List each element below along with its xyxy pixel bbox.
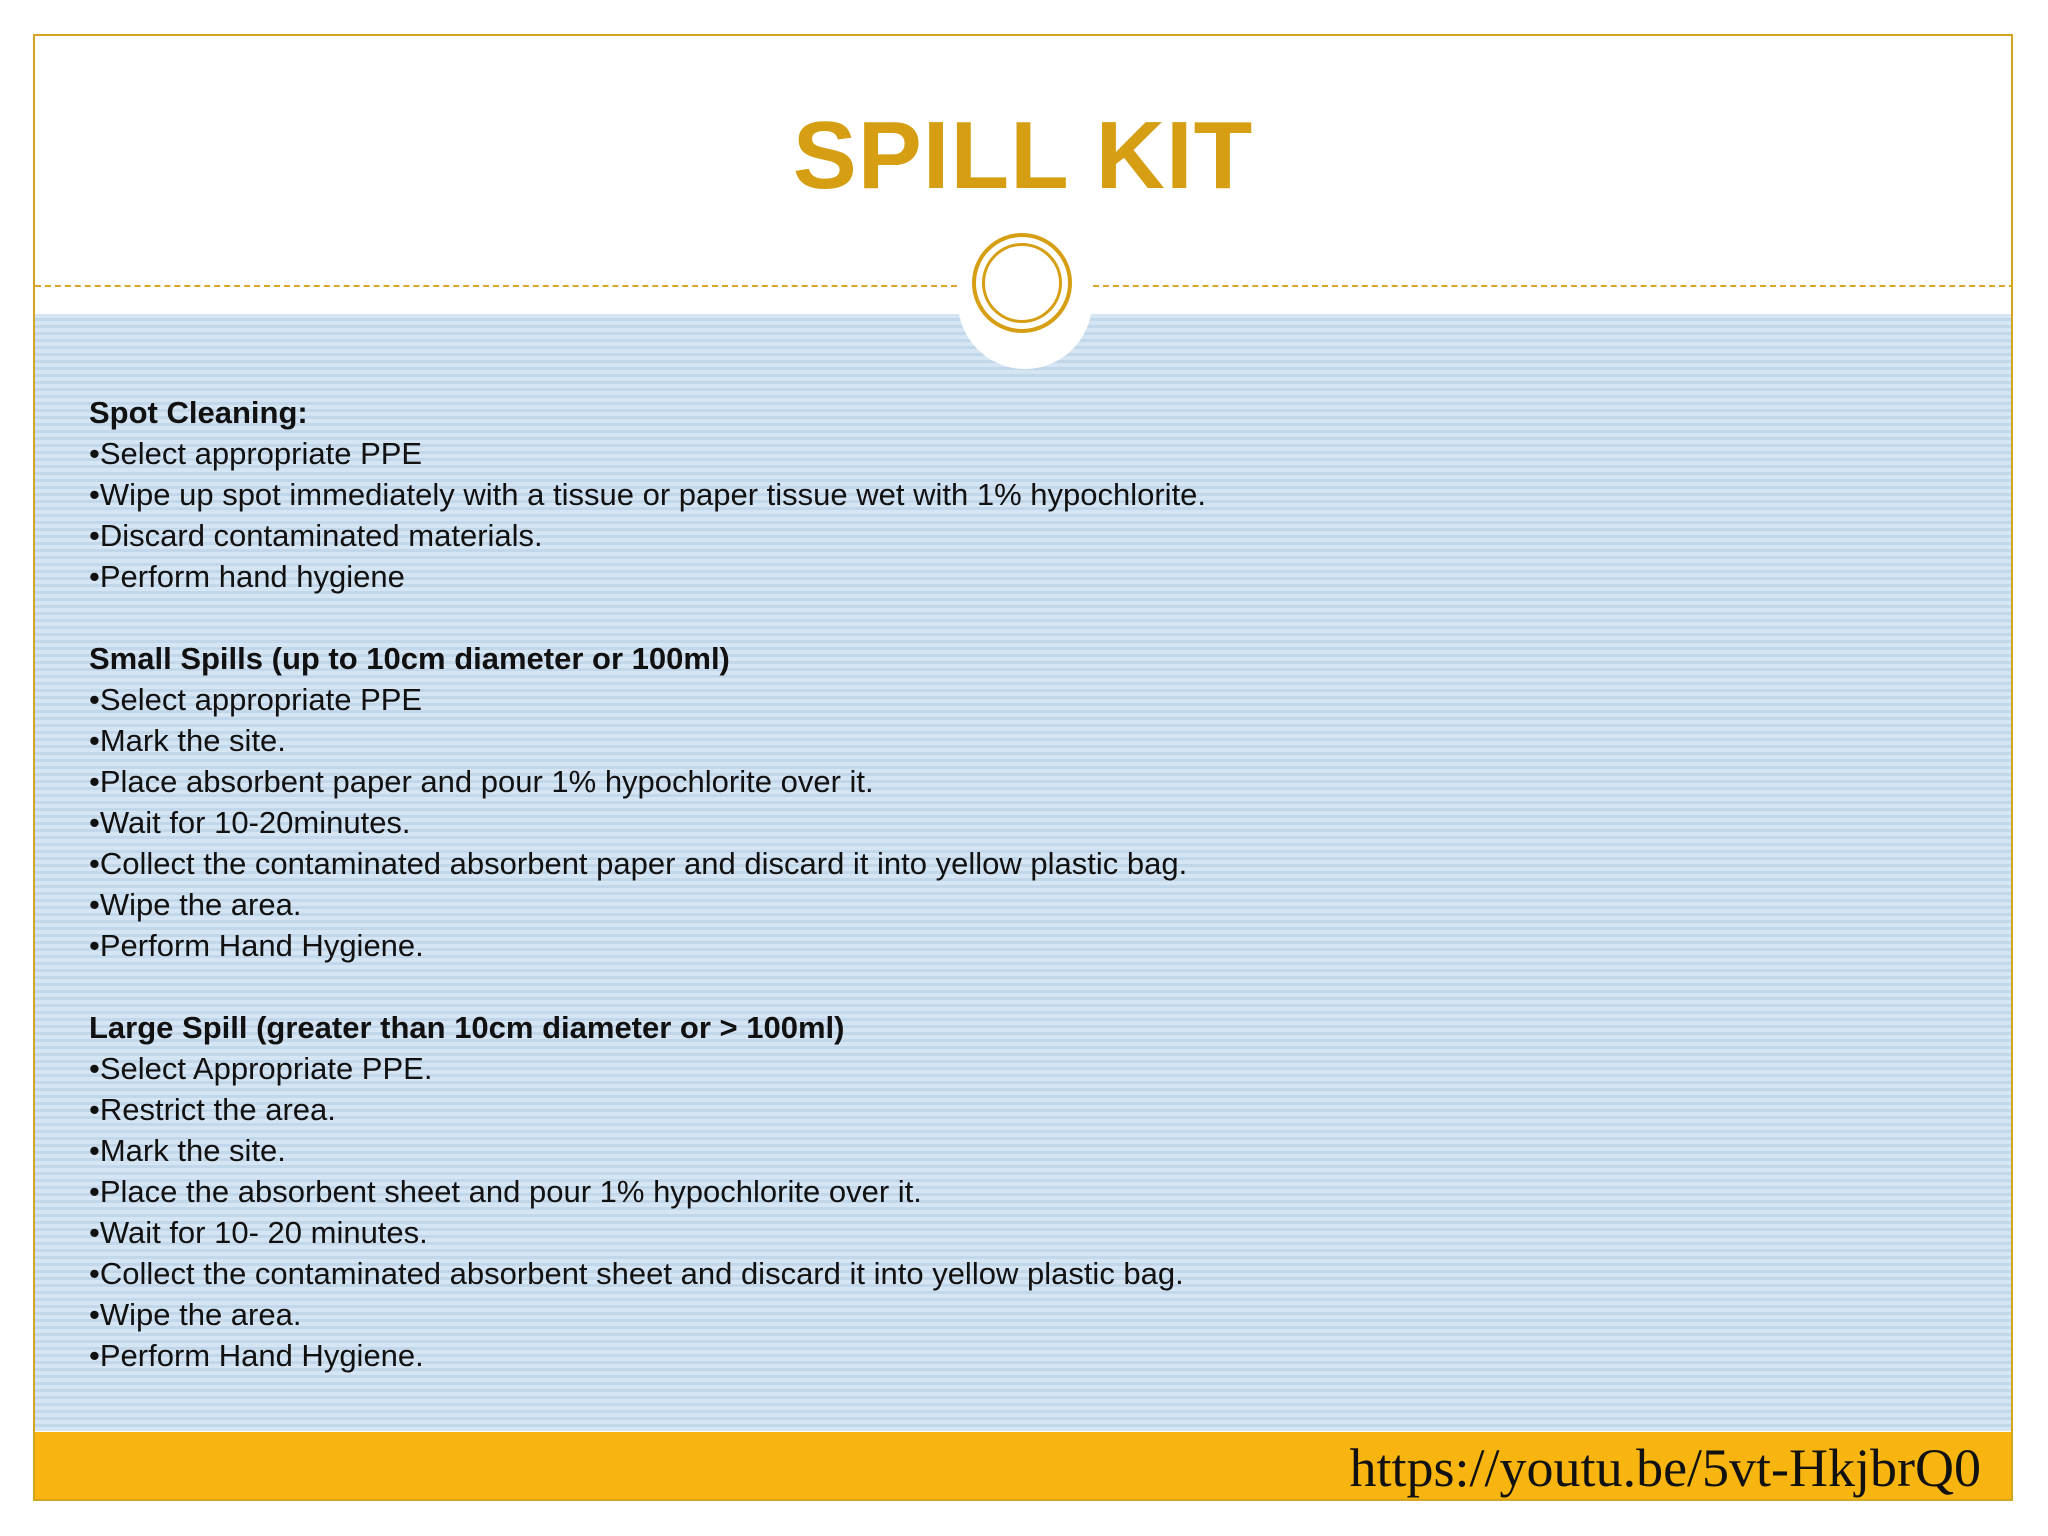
list-item: •Collect the contaminated absorbent paper and discard it into yellow plastic bag. [89,846,1188,881]
list-item: •Select appropriate PPE [89,682,423,717]
section-large-spill [89,1007,1206,1376]
list-item: •Discard contaminated materials. [89,518,543,553]
list-item: •Perform Hand Hygiene. [89,1338,424,1373]
list-item: •Wipe up spot immediately with a tissue or paper tissue wet with 1% hypochlorite. [89,477,1207,512]
section-heading: Spot Cleaning: [89,395,308,430]
slide [33,34,2013,1501]
list-item: •Select appropriate PPE [89,436,423,471]
list-item: •Collect the contaminated absorbent sheet and discard it into yellow plastic bag. [89,1256,1184,1291]
video-link[interactable]: https://youtu.be/5vt-HkjbrQ0 [1349,1438,1981,1498]
slide-title: SPILL KIT [792,102,1254,209]
list-item: •Mark the site. [89,723,286,758]
list-item: •Perform hand hygiene [89,559,405,594]
section-small-spills [89,638,1206,966]
list-item: •Wipe the area. [89,887,302,922]
section-heading: Small Spills (up to 10cm diameter or 100ml) [89,641,730,676]
title-divider-right [1093,285,2013,287]
list-item: •Select Appropriate PPE. [89,1051,433,1086]
list-item: •Mark the site. [89,1133,286,1168]
slide-body [89,392,1206,1417]
list-item: •Wait for 10-20minutes. [89,805,411,840]
circle-ornament-icon [972,233,1072,333]
list-item: •Perform Hand Hygiene. [89,928,424,963]
list-item: •Place absorbent paper and pour 1% hypochlorite over it. [89,764,874,799]
list-item: •Wipe the area. [89,1297,302,1332]
list-item: •Place the absorbent sheet and pour 1% hypochlorite over it. [89,1174,922,1209]
list-item: •Restrict the area. [89,1092,336,1127]
section-spot-cleaning [89,392,1206,597]
footer-bar [35,1432,2011,1501]
list-item: •Wait for 10- 20 minutes. [89,1215,428,1250]
title-divider-left [35,285,957,287]
section-heading: Large Spill (greater than 10cm diameter or > 100ml) [89,1010,845,1045]
